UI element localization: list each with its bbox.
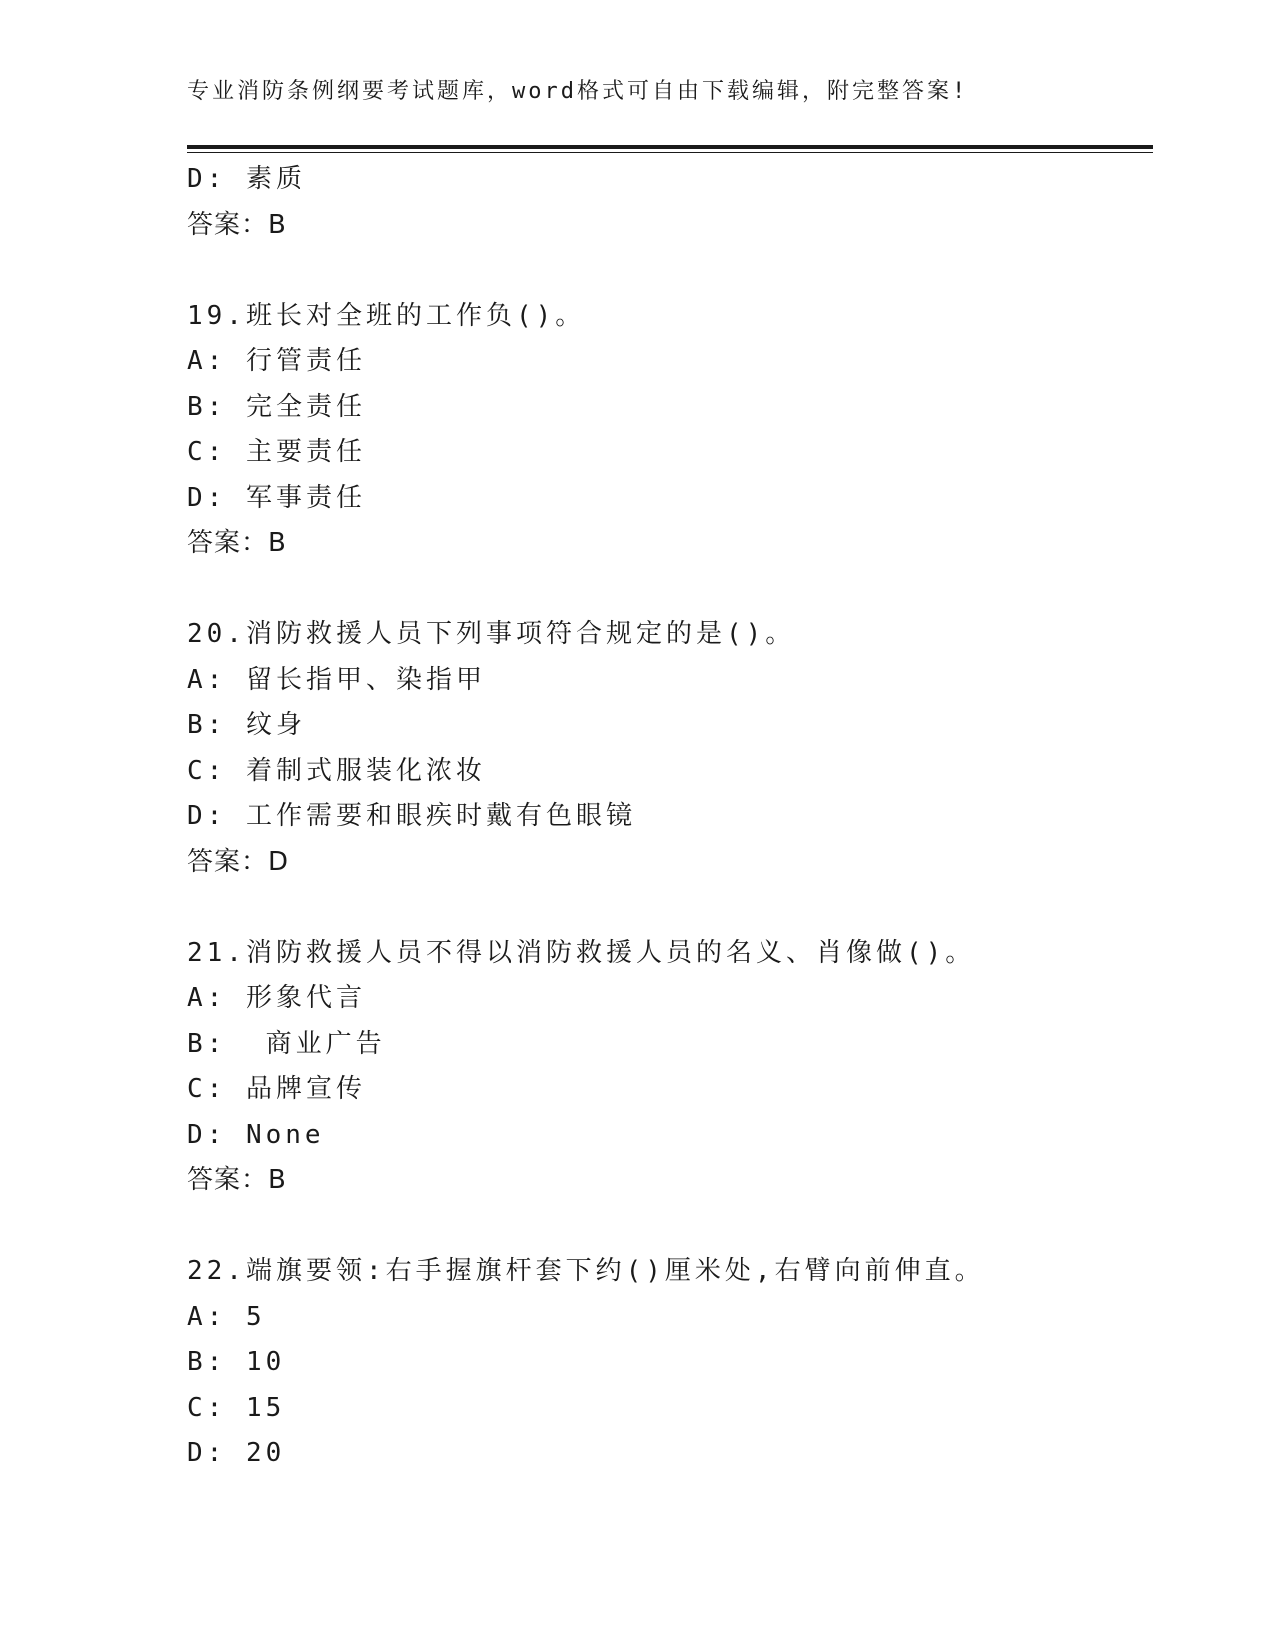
question-22 [187, 1249, 1153, 1477]
question-21 [187, 931, 1153, 1204]
option-b: B: 纹身 [187, 710, 306, 740]
answer-label: 答案：B [187, 209, 287, 240]
page-header-title: 专业消防条例纲要考试题库，word格式可自由下载编辑，附完整答案! [187, 79, 969, 104]
option-d: D: None [187, 1119, 325, 1150]
option-d: D: 20 [187, 1438, 286, 1468]
option-a: A: 形象代言 [187, 983, 366, 1013]
option-a: A: 行管责任 [187, 346, 366, 376]
question-stem: 19.班长对全班的工作负()。 [187, 300, 586, 331]
option-d: D: 工作需要和眼疾时戴有色眼镜 [187, 801, 636, 831]
question-20 [187, 612, 1153, 885]
header-divider [187, 145, 1153, 153]
question-list [187, 157, 1153, 1477]
option-d: D: 军事责任 [187, 482, 366, 513]
option-b: B: 完全责任 [187, 391, 366, 422]
answer-label: 答案：B [187, 528, 287, 558]
option-c: C: 15 [187, 1392, 286, 1423]
answer-label: 答案：D [187, 846, 290, 877]
option-a: A: 留长指甲、染指甲 [187, 664, 486, 695]
question-stem: 22.端旗要领:右手握旗杆套下约()厘米处,右臂向前伸直。 [187, 1256, 985, 1286]
option-c: C: 品牌宣传 [187, 1074, 366, 1104]
question-stem: 20.消防救援人员下列事项符合规定的是()。 [187, 619, 796, 649]
option-d: D: 素质 [187, 164, 306, 194]
option-b: B: 10 [187, 1347, 286, 1377]
option-b: B: 商业广告 [187, 1028, 386, 1059]
question-stem: 21.消防救援人员不得以消防救援人员的名义、肖像做()。 [187, 937, 976, 968]
option-c: C: 主要责任 [187, 437, 366, 467]
question-19 [187, 294, 1153, 567]
option-a: A: 5 [187, 1301, 266, 1332]
option-c: C: 着制式服装化浓妆 [187, 755, 486, 786]
answer-label: 答案：B [187, 1165, 287, 1195]
